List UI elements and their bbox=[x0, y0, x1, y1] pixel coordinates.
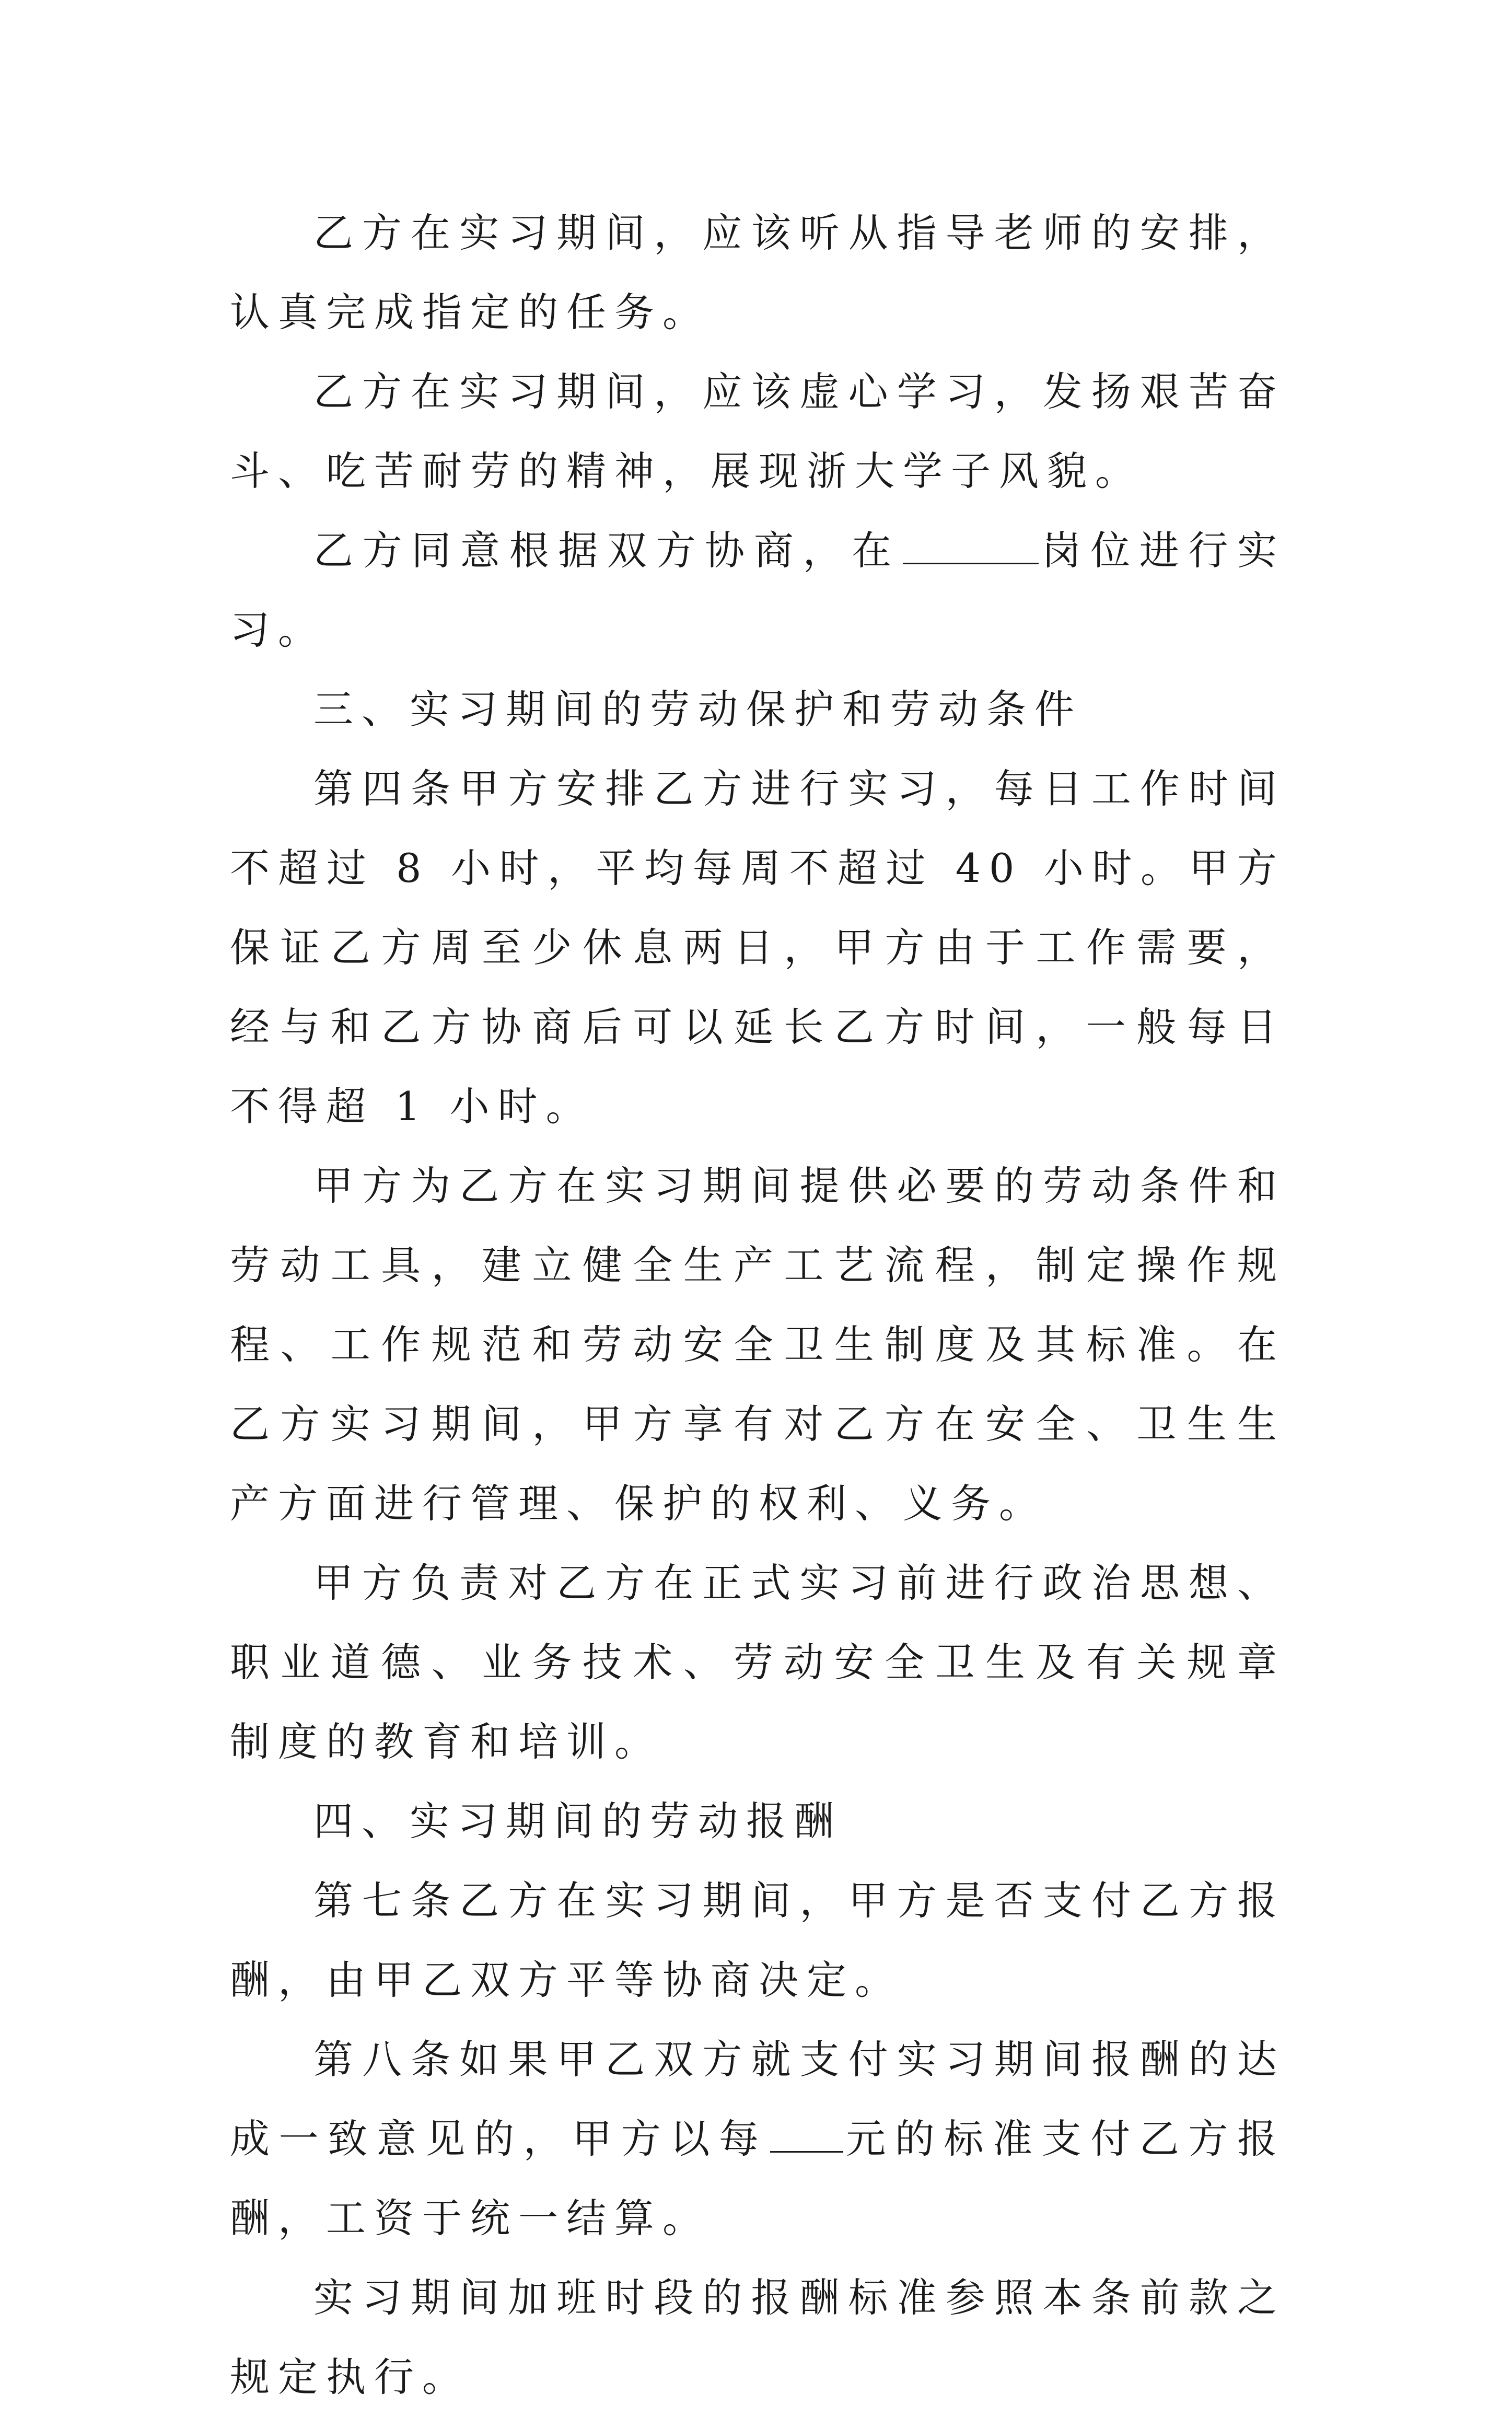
paragraph-training: 甲方负责对乙方在正式实习前进行政治思想、职业道德、业务技术、劳动安全卫生及有关规章制度的教育和培训。 bbox=[230, 1560, 1285, 1765]
article-8 bbox=[230, 2020, 1285, 2258]
article-7: 第七条乙方在实习期间，甲方是否支付乙方报酬，由甲乙双方平等协商决定。 bbox=[230, 1877, 1285, 2003]
paragraph-position bbox=[230, 511, 1285, 670]
article-8-after: 元的标准支付乙方报酬，工资于统一结算。 bbox=[230, 2116, 1286, 2241]
section-heading-labor-protection: 三、实习期间的劳动保护和劳动条件 bbox=[313, 686, 1083, 733]
paragraph-working-conditions: 甲方为乙方在实习期间提供必要的劳动条件和劳动工具，建立健全生产工艺流程，制定操作规程、工作规范和劳动安全卫生制度及其标准。在乙方实习期间，甲方享有对乙方在安全、卫生生产方面进行管理、保护的权利、义务。 bbox=[230, 1163, 1285, 1527]
paragraph-study-spirit: 乙方在实习期间，应该虚心学习，发扬艰苦奋斗、吃苦耐劳的精神，展现浙大学子风貌。 bbox=[230, 368, 1285, 494]
position-blank-line bbox=[903, 528, 1039, 564]
paragraph-task: 乙方在实习期间，应该听从指导老师的安排，认真完成指定的任务。 bbox=[230, 210, 1285, 335]
amount-blank-line bbox=[770, 2117, 843, 2153]
article-8-before: 第八条如果甲乙双方就支付实习期间报酬的达成一致意见的，甲方以每 bbox=[230, 2036, 1285, 2162]
paragraph-overtime: 实习期间加班时段的报酬标准参照本条前款之规定执行。 bbox=[230, 2274, 1285, 2400]
paragraph-position-after: 岗位进行实习。 bbox=[230, 527, 1286, 653]
section-heading-remuneration: 四、实习期间的劳动报酬 bbox=[313, 1798, 842, 1844]
paragraph-position-before: 乙方同意根据双方协商，在 bbox=[313, 527, 901, 574]
article-4: 第四条甲方安排乙方进行实习，每日工作时间不超过 8 小时，平均每周不超过 40 小时。甲方保证乙方周至少休息两日，甲方由于工作需要，经与和乙方协商后可以延长乙方时间，一般每日不得超 1 小时。 bbox=[230, 765, 1285, 1130]
document-page bbox=[230, 193, 1285, 2417]
